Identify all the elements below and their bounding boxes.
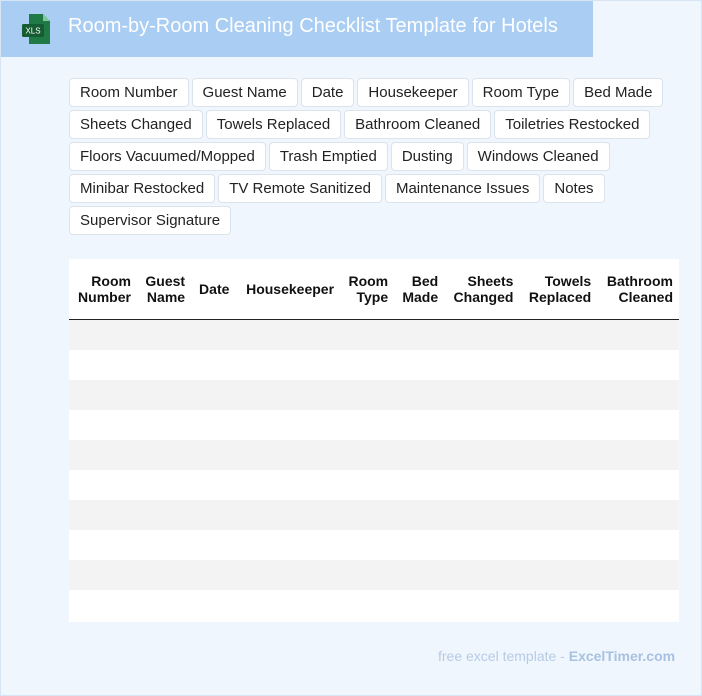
table-cell[interactable] [191,410,235,440]
table-cell[interactable] [235,410,340,440]
table-cell[interactable] [519,320,597,351]
table-cell[interactable] [137,410,191,440]
column-header-line: Housekeeper [246,281,335,297]
table-cell[interactable] [340,440,394,470]
field-chip[interactable]: Trash Emptied [269,142,388,171]
table-cell[interactable] [394,410,444,440]
table-cell[interactable] [444,350,519,380]
table-cell[interactable] [597,530,679,560]
table-cell[interactable] [519,560,597,590]
column-header-line: Replaced [528,289,592,305]
table-cell[interactable] [340,350,394,380]
table-cell[interactable] [69,320,137,351]
table-cell[interactable] [191,470,235,500]
table-cell[interactable] [69,500,137,530]
table-cell[interactable] [394,530,444,560]
column-header [69,259,137,320]
table-cell[interactable] [340,590,394,620]
column-header [519,259,597,320]
table-cell[interactable] [597,440,679,470]
table-cell[interactable] [69,560,137,590]
table-cell[interactable] [191,320,235,351]
table-cell[interactable] [519,380,597,410]
column-header-line: Name [146,289,186,305]
footer-brand-link[interactable]: ExcelTimer.com [568,648,676,664]
table-cell[interactable] [597,500,679,530]
table-header-row [69,259,679,320]
table-cell[interactable] [191,500,235,530]
column-header-line: Bed [411,273,439,289]
table-cell[interactable] [137,440,191,470]
column-header [597,259,679,320]
table-cell[interactable] [444,410,519,440]
column-header [444,259,519,320]
table-row [69,440,679,470]
table-cell[interactable] [137,590,191,620]
table-cell[interactable] [340,380,394,410]
field-chip[interactable]: TV Remote Sanitized [218,174,382,203]
xls-icon-label: XLS [25,26,41,36]
table-cell[interactable] [519,440,597,470]
field-chip[interactable]: Notes [543,174,604,203]
column-header-line: Guest [145,273,186,289]
table-cell[interactable] [69,350,137,380]
table-cell[interactable] [444,380,519,410]
table-row [69,530,679,560]
table-cell[interactable] [394,440,444,470]
table-cell[interactable] [235,500,340,530]
table-cell[interactable] [137,350,191,380]
column-header-line: Bathroom [606,273,673,289]
table-cell[interactable] [394,380,444,410]
column-header-line: Made [402,289,439,305]
table-cell[interactable] [340,410,394,440]
table-cell[interactable] [519,470,597,500]
field-chip[interactable]: Dusting [391,142,464,171]
table-cell[interactable] [519,530,597,560]
field-chip[interactable]: Floors Vacuumed/Mopped [69,142,266,171]
table-cell[interactable] [597,590,679,620]
table-cell[interactable] [235,470,340,500]
table-cell[interactable] [69,410,137,440]
column-header-line: Room [348,273,389,289]
field-chip[interactable]: Towels Replaced [206,110,341,139]
table-cell[interactable] [235,530,340,560]
table-cell[interactable] [394,470,444,500]
table-cell[interactable] [340,530,394,560]
field-chip[interactable]: Minibar Restocked [69,174,215,203]
table-cell[interactable] [394,320,444,351]
field-chip[interactable]: Room Type [472,78,570,107]
field-chip[interactable]: Supervisor Signature [69,206,231,235]
table-cell[interactable] [519,590,597,620]
table-cell[interactable] [191,590,235,620]
table-cell[interactable] [444,590,519,620]
table-row [69,500,679,530]
table-cell[interactable] [235,590,340,620]
xls-file-icon [21,13,51,45]
column-header-line: Sheets [467,273,514,289]
table-cell[interactable] [191,560,235,590]
table-cell[interactable] [394,350,444,380]
table-cell[interactable] [597,320,679,351]
column-header-line: Number [78,289,131,305]
table-cell[interactable] [69,380,137,410]
table-cell[interactable] [235,350,340,380]
table-cell[interactable] [191,350,235,380]
table-cell[interactable] [444,470,519,500]
table-cell[interactable] [444,560,519,590]
table-cell[interactable] [137,320,191,351]
field-chip[interactable]: Bed Made [573,78,663,107]
table-cell[interactable] [340,470,394,500]
checklist-table [69,259,679,620]
column-header-line: Date [199,281,230,297]
table-body [69,320,679,621]
column-header [137,259,191,320]
table-cell[interactable] [191,380,235,410]
table-cell[interactable] [444,500,519,530]
table-cell[interactable] [597,380,679,410]
column-header-line: Room [91,273,131,289]
column-header [394,259,444,320]
checklist-table-container [69,259,679,622]
table-cell[interactable] [137,470,191,500]
table-cell[interactable] [340,560,394,590]
table-cell[interactable] [394,560,444,590]
table-cell[interactable] [137,380,191,410]
field-chip[interactable]: Windows Cleaned [467,142,610,171]
field-chip[interactable]: Housekeeper [357,78,468,107]
table-cell[interactable] [519,500,597,530]
table-cell[interactable] [597,410,679,440]
column-header-line: Cleaned [618,289,673,305]
table-row [69,410,679,440]
table-cell[interactable] [394,590,444,620]
table-row [69,560,679,590]
field-chip[interactable]: Date [301,78,355,107]
column-header [191,259,235,320]
table-cell[interactable] [69,470,137,500]
field-chip[interactable]: Sheets Changed [69,110,203,139]
column-header-line: Changed [453,289,514,305]
table-cell[interactable] [340,500,394,530]
field-chip[interactable]: Room Number [69,78,189,107]
table-cell[interactable] [137,530,191,560]
column-header [235,259,340,320]
table-cell[interactable] [137,500,191,530]
field-chip-list [69,78,669,235]
field-chip[interactable]: Bathroom Cleaned [344,110,491,139]
header-banner [1,1,593,57]
table-cell[interactable] [519,410,597,440]
table-cell[interactable] [137,560,191,590]
field-chip[interactable]: Toiletries Restocked [494,110,650,139]
page-title: Room-by-Room Cleaning Checklist Template for Hotels [68,15,558,37]
table-cell[interactable] [340,320,394,351]
table-cell[interactable] [235,320,340,351]
table-cell[interactable] [235,440,340,470]
table-cell[interactable] [69,590,137,620]
column-header-line: Type [356,289,389,305]
field-chip[interactable]: Maintenance Issues [385,174,540,203]
table-cell[interactable] [394,500,444,530]
table-cell[interactable] [597,470,679,500]
footer-credit [438,648,675,664]
table-cell[interactable] [69,440,137,470]
table-row [69,320,679,351]
table-row [69,590,679,620]
footer-prefix: free excel template - [438,648,569,664]
table-row [69,380,679,410]
table-cell[interactable] [235,380,340,410]
column-header [340,259,394,320]
table-row [69,350,679,380]
table-cell[interactable] [69,530,137,560]
column-header-line: Towels [544,273,592,289]
table-cell[interactable] [597,560,679,590]
table-cell[interactable] [519,350,597,380]
table-cell[interactable] [597,350,679,380]
table-cell[interactable] [191,530,235,560]
table-cell[interactable] [444,320,519,351]
table-cell[interactable] [444,440,519,470]
table-row [69,470,679,500]
table-cell[interactable] [235,560,340,590]
table-cell[interactable] [444,530,519,560]
field-chip[interactable]: Guest Name [192,78,298,107]
table-cell[interactable] [191,440,235,470]
